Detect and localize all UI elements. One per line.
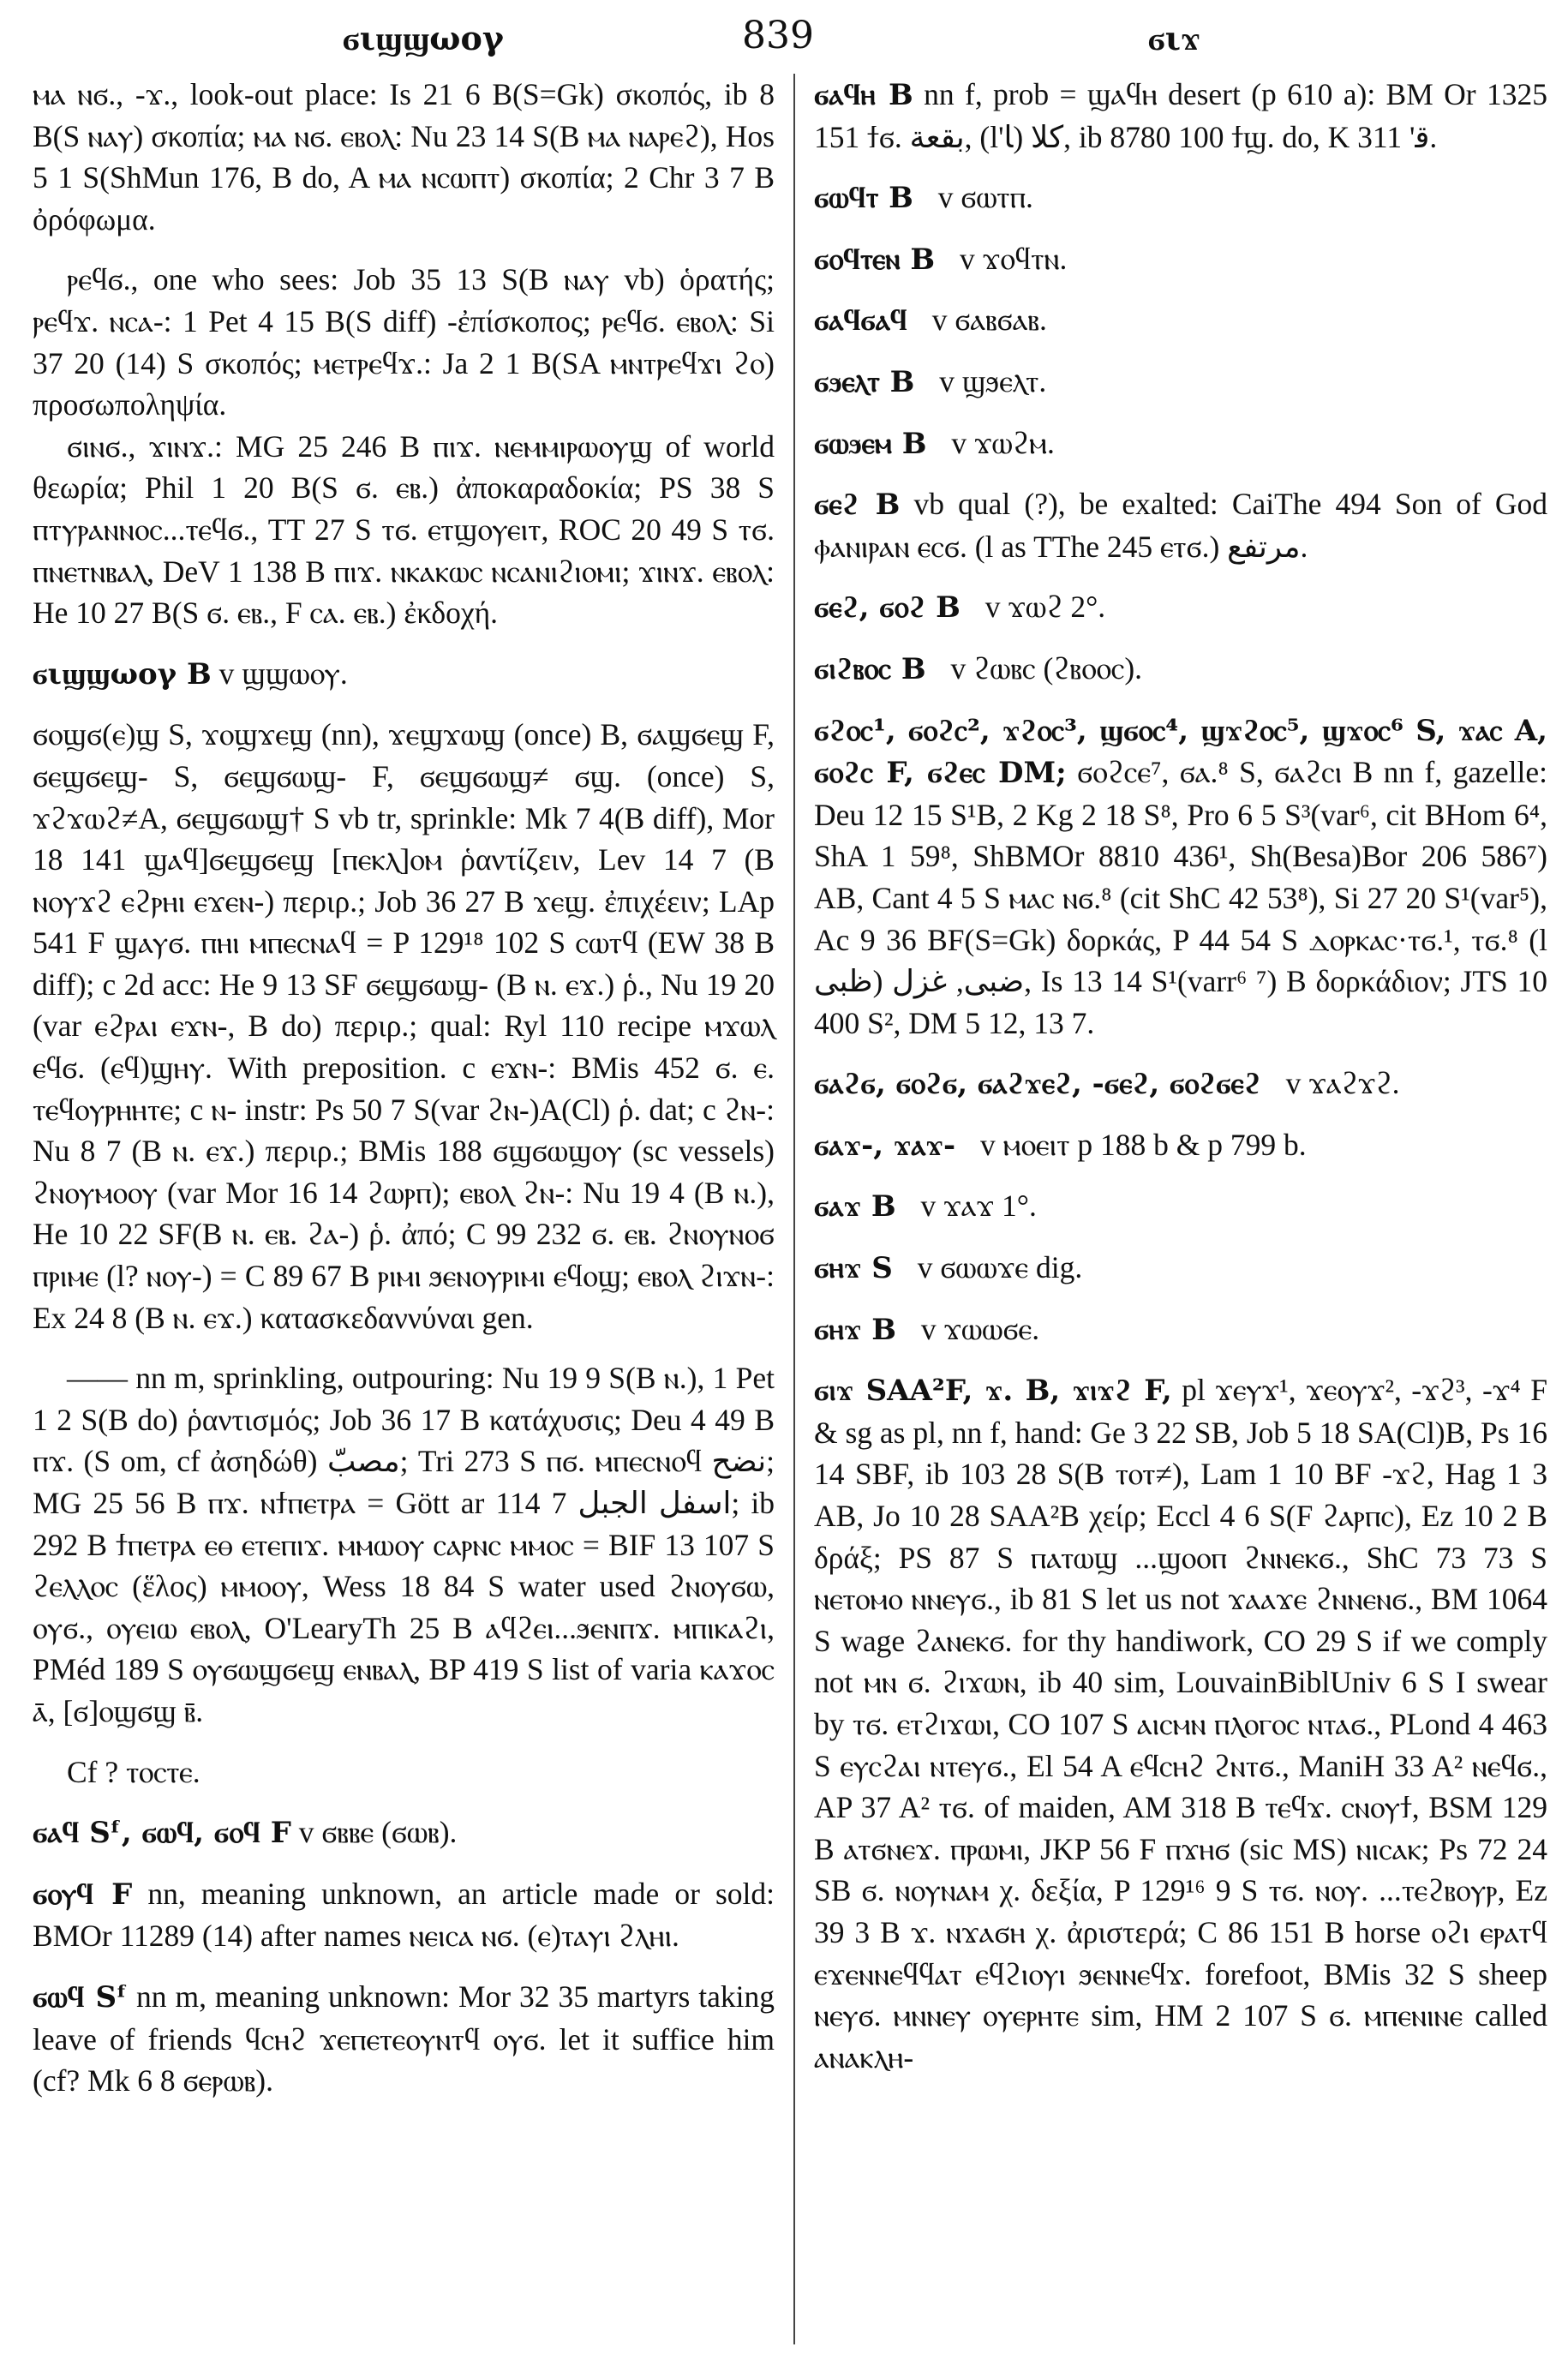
dictionary-entry (33, 1811, 775, 1854)
entry-text: ϭⲓⲛϭ., ϫⲓⲛϫ.: MG 25 246 B ⲡⲓϫ. ⲛⲉⲙⲙⲓⲣⲱⲟⲩϣ of world θεωρία; Phil 1 20 B(S ϭ. ⲉⲃ.) ἀποκαραδοκία; PS 38 S ⲡⲧⲩⲣⲁⲛⲛⲟⲥ...ⲧⲉϥϭ., TT 27 S ⲧϭ. ⲉⲧϣⲟⲩⲉⲓⲧ, ROC 20 49 S ⲧϭ. ⲡⲛⲉⲧⲛⲃⲁⲗ, DeV 1 138 B ⲡⲓϫ. ⲛⲕⲁⲕⲱⲥ ⲛⲥⲁⲛⲓϩⲓⲟⲙⲓ; ϫⲓⲛϫ. ⲉⲃⲟⲗ: He 10 27 B(S ϭ. ⲉⲃ., F ⲥⲁ. ⲉⲃ.) ἐκδοχή. (33, 428, 775, 631)
dictionary-entry (814, 422, 1547, 465)
entry-headword: ϭϩⲟⲥ¹, ϭⲟϩⲥ², ϫϩⲟⲥ³, ϣϭⲟⲥ⁴, ϣϫϩⲟⲥ⁵, ϣϫⲟⲥ⁶ S, ϫⲁⲥ A, ϭⲟϩⲥ F, ϭϩⲉⲥ DM; (814, 713, 1547, 791)
dictionary-entry (814, 299, 1547, 342)
dictionary-entry (33, 74, 775, 240)
entry-headword: ϭⲓϩⲃⲟⲥ B (814, 651, 926, 686)
entry-headword: ϭϧⲉⲗⲧ B (814, 364, 915, 399)
dictionary-entry (814, 1124, 1547, 1167)
dictionary-entry (33, 1751, 775, 1793)
entry-text: v ϭⲱⲧⲡ. (937, 180, 1033, 215)
entry-text: nn m, meaning unknown: Mor 32 35 martyrs taking leave of friends ϥⲥⲏϩ ϫⲉⲡⲉⲧⲉⲟⲩⲛⲧϥ ⲟⲩϭ. let it suffice him (cf? Mk 6 8 ϭⲉⲣⲱⲃ). (33, 1979, 775, 2099)
entry-text: v ϭⲁⲃϭⲁⲃ. (931, 302, 1047, 338)
dictionary-entry (33, 259, 775, 425)
dictionary-entry (814, 483, 1547, 567)
entry-headword: ϭⲟⲩϥ F (33, 1877, 133, 1912)
entry-headword: ϭⲁϫ-, ϫⲁϫ- (814, 1128, 956, 1163)
entry-headword: ϭⲱϥ Sᶠ (33, 1979, 129, 2015)
dictionary-entry (814, 1185, 1547, 1228)
page-header (0, 9, 1568, 60)
dictionary-entry (814, 177, 1547, 219)
dictionary-entry (33, 1976, 775, 2102)
dictionary-entry (33, 714, 775, 1338)
entry-text: nn f, prob = ϣⲁϥⲏ desert (p 610 a): BM Or 1325 151 ϯϭ. ﺑﻘﻌﺔ, (l'ﺎ) ﻛﻼ, ib 8780 100 ϯϣ. do, K 311 'ﻗ. (814, 77, 1547, 154)
entry-headword: ϭⲱϧⲉⲙ B (814, 426, 927, 461)
entry-headword: ϭⲁϥⲏ B (814, 78, 913, 112)
dictionary-entry (33, 426, 775, 634)
entry-text: ⲙⲁ ⲛϭ., -ϫ., look-out place: Is 21 6 B(S=Gk) σκοπός, ib 8 B(S ⲛⲁⲩ) σκοπία; ⲙⲁ ⲛϭ. ⲉⲃⲟⲗ: Nu 23 14 S(B ⲙⲁ ⲛⲁⲣⲉϩ), Hos 5 1 S(ShMun 176, B do, A ⲙⲁ ⲛⲥⲱⲡⲧ) σκοπία; 2 Chr 3 7 B ὀρόφωμα. (33, 77, 775, 236)
entry-text: Cf ? ⲧⲟⲥⲧⲉ. (67, 1754, 200, 1789)
dictionary-entry (33, 653, 775, 696)
dictionary-entry (814, 1063, 1547, 1105)
entry-text: v ϫⲱϩ 2°. (984, 590, 1106, 625)
dictionary-entry (33, 1357, 775, 1732)
entry-headword: ϭⲉϩ B (814, 488, 901, 523)
entry-headword: ϭⲁϫ B (814, 1189, 896, 1224)
entry-text: v ϭⲱⲱϫⲉ dig. (917, 1250, 1083, 1285)
left-running-head: ϭιϣϣωογ (343, 19, 504, 57)
entry-text: v ϣϧⲉⲗⲧ. (939, 363, 1047, 398)
right-running-head: ϭιϫ (1148, 19, 1200, 57)
entry-headword: ϭⲁϥϭⲁϥ (814, 303, 907, 338)
entry-text: v ϫⲟϥⲧⲛ. (960, 241, 1068, 276)
entry-text: ϭⲟϣϭ(ⲉ)ϣ S, ϫⲟϣϫⲉϣ (nn), ϫⲉϣϫⲱϣ (once) B, ϭⲁϣϭⲉϣ F, ϭⲉϣϭⲉϣ- S, ϭⲉϣϭⲱϣ- F, ϭⲉϣϭⲱϣ≠ ϭϣ. (once) S, ϫϩϫⲱϩ≠A, ϭⲉϣϭⲱϣ† S vb tr, sprinkle: Mk 7 4(B diff), Mor 18 141 ϣⲁϥ]ϭⲉϣϭⲉϣ [ⲡⲉⲕⲗ]ⲟⲙ ῥαντίζειν, Lev 14 7 (B ⲛⲟⲩϫϩ ⲉϩⲣⲏⲓ ⲉϫⲉⲛ-) περιρ.; Job 36 27 B ϫⲉϣ. ἐπιχέειν; LAp 541 F ϣⲁⲩϭ. ⲡⲏⲓ ⲙⲡⲉⲥⲛⲁϥ = P 129¹⁸ 102 S ⲥⲱⲧϥ (EW 38 B diff); c 2d acc: He 9 13 SF ϭⲉϣϭⲱϣ- (B ⲛ. ⲉϫ.) ῥ., Nu 19 20 (var ⲉϩⲣⲁⲓ ⲉϫⲛ-, B do) περιρ.; qual: Ryl 110 recipe ⲙϫⲱⲗ ⲉϥϭ. (ⲉϥ)ϣⲏⲩ. With preposition. c ⲉϫⲛ-: BMis 452 ϭ. ⲉ. ⲧⲉϥⲟⲩⲣⲏⲏⲧⲉ; c ⲛ- instr: Ps 50 7 S(var ϩⲛ-)A(Cl) ῥ. dat; c ϩⲛ-: Nu 8 7 (B ⲛ. ⲉϫ.) περιρ.; BMis 188 ϭϣϭⲱϣⲟⲩ (sc vessels) ϩⲛⲟⲩⲙⲟⲟⲩ (var Mor 16 14 ϩⲱⲣⲡ); ⲉⲃⲟⲗ ϩⲛ-: Nu 19 4 (B ⲛ.), He 10 22 SF(B ⲛ. ⲉⲃ. ϩⲁ-) ῥ. ἀπό; C 99 232 ϭ. ⲉⲃ. ϩⲛⲟⲩⲛⲟϭ ⲡⲣⲓⲙⲉ (l? ⲛⲟⲩ-) = C 89 67 B ⲣⲓⲙⲓ ϧⲉⲛⲟⲩⲣⲓⲙⲓ ⲉϥⲟϣ; ⲉⲃⲟⲗ ϩⲓϫⲛ-: Ex 24 8 (B ⲛ. ⲉϫ.) κατασκεδαννύναι gen. (33, 717, 775, 1335)
entry-headword: ϭⲁϥ Sᶠ, ϭⲱϥ, ϭⲟϥ F (33, 1816, 291, 1851)
entry-headword: ϭιϣϣωογ B (33, 656, 212, 692)
entry-text: v ϫⲱϩⲙ. (951, 425, 1055, 460)
dictionary-entry (814, 1308, 1547, 1351)
entry-text: v ϫⲁϫ 1°. (920, 1188, 1037, 1224)
dictionary-entry (814, 1369, 1547, 2078)
entry-headword: ϭⲏϫ S (814, 1251, 893, 1286)
dictionary-entry (814, 648, 1547, 691)
entry-headword: ϭⲱϥⲧ B (814, 181, 913, 216)
entry-headword: ϭⲉϩ, ϭⲟϩ B (814, 590, 961, 626)
entry-headword: ϭⲓϫ SAA²F, ϫ. B, ϫⲓϫϩ F, (814, 1374, 1172, 1409)
dictionary-entry (814, 1247, 1547, 1290)
page-number: 839 (742, 14, 814, 57)
dictionary-entry (814, 361, 1547, 404)
entry-headword: ϭⲁϩϭ, ϭⲟϩϭ, ϭⲁϩϫⲉϩ, -ϭⲉϩ, ϭⲟϩϭⲉϩ (814, 1067, 1261, 1102)
entry-text: ϭⲟϩⲥⲉ⁷, ϭⲁ.⁸ S, ϭⲁϩⲥⲓ B nn f, gazelle: Deu 12 15 S¹B, 2 Kg 2 18 S⁸, Pro 6 5 S³(var⁶, cit BHom 6⁴, ShA 1 59⁸, ShBMOr 8810 436¹, Sh(Besa)Bor 206 586⁷) AB, Cant 4 5 S ⲙⲁⲥ ⲛϭ.⁸ (cit ShC 42 53⁸), Si 27 20 S¹(var⁵), Ac 9 36 BF(S=Gk) δορκάς, P 44 54 S ⲇⲟⲣⲕⲁⲥ·ⲧϭ.¹, ⲧϭ.⁸ (l ظبى) ضبى, غزل, Is 13 14 S¹(varr⁶ ⁷) B δορκάδιον; JTS 10 400 S², DM 5 12, 13 7. (814, 755, 1548, 1040)
dictionary-entry (814, 586, 1547, 629)
entry-text: vb qual (?), be exalted: CaiThe 494 Son of God ⲫⲁⲛⲓⲣⲁⲛ ⲉⲥϭ. (l as TThe 245 ⲉⲧϭ.) مرتفع. (814, 487, 1548, 564)
entry-text: —— nn m, sprinkling, outpouring: Nu 19 9 S(B ⲛ.), 1 Pet 1 2 S(B do) ῥαντισμός; Job 36 17 B κατάχυσις; Deu 4 49 B ⲡϫ. (S om, cf ἀσηδώθ) مصبّ; Tri 273 S ⲡϭ. ⲙⲡⲉⲥⲛⲟϥ نضح; MG 25 56 B ⲡϫ. ⲛϯⲡⲉⲧⲣⲁ = Gött ar 114 7 اسفل الجبل; ib 292 B ϯⲡⲉⲧⲣⲁ ⲉⲑ ⲉⲧⲉⲡⲓϫ. ⲙⲙⲱⲟⲩ ⲥⲁⲣⲛⲥ ⲙⲙⲟⲥ = BIF 13 107 S ϩⲉⲗⲗⲟⲥ (ἕλος) ⲙⲙⲟⲟⲩ, Wess 18 84 S water used ϩⲛⲟⲩϭⲱ, ⲟⲩϭ., ⲟⲩⲉⲓⲱ ⲉⲃⲟⲗ, O'LearyTh 25 B ⲁϥϩⲉⲓ...ϧⲉⲛⲡϫ. ⲙⲡⲓⲕⲁϩⲓ, PMéd 189 S ⲟⲩϭⲱϣϭⲉϣ ⲉⲛⲃⲁⲗ, BP 419 S list of varia ⲕⲁϫⲟⲥ ⲁ̄, [ϭ]ⲟϣϭϣ ⲃ̄. (33, 1361, 775, 1728)
entry-headword: ϭⲟϥⲧⲉⲛ B (814, 242, 936, 277)
entry-text: nn, meaning unknown, an article made or sold: BMOr 11289 (14) after names ⲛⲉⲓⲥⲁ ⲛϭ. (ⲉ)ⲧⲁⲩⲓ ϩⲗⲏⲓ. (33, 1876, 775, 1954)
column-divider (793, 74, 795, 2344)
entry-headword: ϭⲏϫ B (814, 1312, 896, 1347)
entry-text: v ϩⲱⲃⲥ (ϩⲃⲟⲟⲥ). (950, 650, 1143, 686)
dictionary-entry (814, 710, 1547, 1045)
entry-text: v ϣϣⲱⲟⲩ. (218, 656, 348, 691)
dictionary-entry (814, 238, 1547, 281)
entry-text: v ϫⲁϩϫϩ. (1285, 1066, 1400, 1101)
entry-text: ⲣⲉϥϭ., one who sees: Job 35 13 S(B ⲛⲁⲩ vb) ὁρατής; ⲣⲉϥϫ. ⲛⲥⲁ-: 1 Pet 4 15 B(S diff) -ἐπίσκοπος; ⲣⲉϥϭ. ⲉⲃⲟⲗ: Si 37 20 (14) S σκοπός; ⲙⲉⲧⲣⲉϥϫ.: Ja 2 1 B(SA ⲙⲛⲧⲣⲉϥϫⲓ ϩⲟ) προσωποληψία. (33, 262, 775, 422)
entry-text: pl ϫⲉⲩϫ¹, ϫⲉⲟⲩϫ², -ϫϩ³, -ϫ⁴ F & sg as pl, nn f, hand: Ge 3 22 SB, Job 5 18 SA(Cl)B, Ps 16 14 SBF, ib 103 28 S(B ⲧⲟⲧ≠), Lam 1 10 BF -ϫϩ, Hag 1 3 AB, Jo 10 28 SAA²B χείρ; Eccl 4 6 S(F ϩⲁⲣⲡⲥ), Ez 10 2 B δράξ; PS 87 S ⲡⲁⲧⲱϣ ...ϣⲟⲟⲡ ϩⲛⲛⲉⲕϭ., ShC 73 73 S ⲛⲉⲧⲟⲙⲟ ⲛⲛⲉⲩϭ., ib 81 S let us not ϫⲁⲁϫⲉ ϩⲛⲛⲉⲛϭ., BM 1064 S wage ϩⲁⲛⲉⲕϭ. for thy handiwork, CO 29 S if we comply not ⲙⲛ ϭ. ϩⲓϫⲱⲛ, ib 40 sim, LouvainBiblUniv 6 S I swear by ⲧϭ. ⲉⲧϩⲓϫⲱⲓ, CO 107 S ⲁⲓⲥⲙⲛ ⲡⲗⲟⲅⲟⲥ ⲛⲧⲁϭ., PLond 4 463 S ⲉⲩⲥϩⲁⲓ ⲛⲧⲉⲩϭ., El 54 A ⲉϥⲥⲏϩ ϩⲛⲧϭ., ManiH 33 A² ⲛⲉϥϭ., AP 37 A² ⲧϭ. of maiden, AM 318 B ⲧⲉϥϫ. ⲥⲛⲟⲩϯ, BSM 129 B ⲁⲧϭⲛⲉϫ. ⲡⲣⲱⲙⲓ, JKP 56 F ⲡϫⲏϭ (sic MS) ⲛⲓⲥⲁⲕ; Ps 72 24 SB ϭ. ⲛⲟⲩⲛⲁⲙ χ. δεξία, P 129¹⁶ 9 S ⲧϭ. ⲛⲟⲩ. ...ⲧⲉϩⲃⲟⲩⲣ, Ez 39 3 B ϫ. ⲛϫⲁϭⲏ χ. ἀριστερά; C 86 151 B horse ⲟϩⲓ ⲉⲣⲁⲧϥ ⲉϫⲉⲛⲛⲉϥϥⲁⲧ ⲉϥϩⲓⲟⲩⲓ ϧⲉⲛⲛⲉϥϫ. forefoot, BMis 32 S sheep ⲛⲉⲩϭ. ⲙⲛⲛⲉⲩ ⲟⲩⲉⲣⲏⲧⲉ sim, HM 2 107 S ϭ. ⲙⲡⲉⲛⲓⲛⲉ called ⲁⲛⲁⲕⲗⲏ- (814, 1373, 1547, 2075)
entry-text: v ϫⲱⲱϭⲉ. (920, 1311, 1040, 1346)
left-column (33, 74, 775, 2121)
dictionary-entry (814, 74, 1547, 158)
right-column (814, 74, 1547, 2097)
entry-text: v ⲙⲟⲉⲓⲧ p 188 b & p 799 b. (980, 1127, 1307, 1162)
dictionary-entry (33, 1873, 775, 1957)
entry-text: v ϭⲃⲃⲉ (ϭⲱⲃ). (298, 1815, 458, 1850)
